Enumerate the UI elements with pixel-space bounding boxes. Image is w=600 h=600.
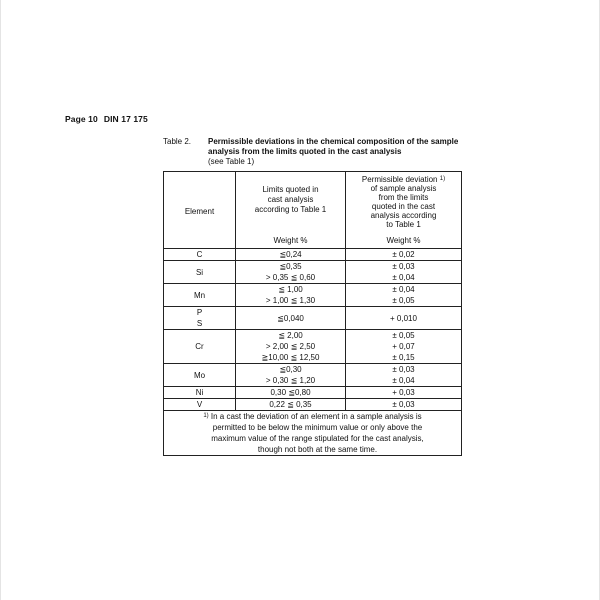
element-cell <box>164 364 236 387</box>
deviation-cell-value: + 0,03 <box>392 388 415 397</box>
header-limits-label: Limits quoted in cast analysis according to Table 1 <box>254 185 327 214</box>
header-deviation <box>346 172 462 249</box>
table-row <box>164 399 462 411</box>
deviation-cell-value: ± 0,05 <box>392 331 415 340</box>
element-cell-value: Cr <box>195 342 204 351</box>
table-header-row <box>164 172 462 249</box>
deviation-cell-value: ± 0,04 <box>392 376 415 385</box>
deviation-cell-value: ± 0,04 <box>392 273 415 282</box>
element-cell-value: Mo <box>193 370 206 380</box>
footnote-line: maximum value of the range stipulated for the cast analysis, <box>211 434 424 443</box>
limit-cell-value: > 2,00 ≦ 2,50 <box>265 342 316 351</box>
element-cell-value: C <box>196 250 203 259</box>
table-row <box>164 261 462 284</box>
limit-cell <box>236 330 346 364</box>
limit-cell-value: ≦ 1,00 <box>278 285 303 294</box>
deviation-cell <box>346 307 462 330</box>
table-number: Table 2. <box>163 137 192 146</box>
standard-code: DIN 17 175 <box>103 114 148 124</box>
element-cell <box>164 330 236 364</box>
limit-cell-value: ≧10,00 ≦ 12,50 <box>261 353 320 362</box>
deviation-cell-value: + 0,07 <box>392 342 415 351</box>
element-cell <box>164 249 236 261</box>
deviation-cell <box>346 387 462 399</box>
limit-cell-value: ≦0,30 <box>279 365 302 374</box>
deviation-table <box>163 171 462 456</box>
table-title: Permissible deviations in the chemical composition of the sample analysis from the limits quoted in the cast analysis <box>208 137 459 156</box>
limit-cell-value: 0,22 ≦ 0,35 <box>269 400 312 409</box>
footnote-number: 1) <box>203 413 209 419</box>
deviation-cell-value: ± 0,05 <box>392 296 415 305</box>
deviation-cell-value: ± 0,15 <box>392 353 415 362</box>
deviation-cell <box>346 364 462 387</box>
page-header <box>65 114 148 124</box>
header-element <box>164 172 236 249</box>
table-row <box>164 284 462 307</box>
header-element-label: Element <box>184 207 215 216</box>
table-row <box>164 387 462 399</box>
limit-cell-value: ≦0,24 <box>279 250 302 259</box>
deviation-cell <box>346 330 462 364</box>
limit-cell-value: > 0,35 ≦ 0,60 <box>265 273 316 282</box>
limit-cell <box>236 399 346 411</box>
deviation-cell-value: ± 0,04 <box>392 285 415 294</box>
element-cell <box>164 399 236 411</box>
limit-cell <box>236 249 346 261</box>
limit-cell-value: 0,30 ≦0,80 <box>270 388 311 397</box>
limit-cell <box>236 364 346 387</box>
element-cell-value: P <box>196 308 203 317</box>
deviation-cell-value: + 0,010 <box>390 313 417 323</box>
footnote-mark: 1) <box>439 176 446 182</box>
limit-cell <box>236 284 346 307</box>
footnote <box>164 411 462 456</box>
limit-cell <box>236 307 346 330</box>
footnote-line: though not both at the same time. <box>257 445 378 454</box>
element-cell-value: S <box>196 319 203 328</box>
header-deviation-unit: Weight % <box>386 236 421 245</box>
element-cell-value: V <box>196 400 203 409</box>
element-cell <box>164 307 236 330</box>
header-limits-unit: Weight % <box>273 236 308 245</box>
limit-cell-value: ≦0,35 <box>279 262 302 271</box>
element-cell <box>164 284 236 307</box>
element-cell-value: Si <box>195 267 204 277</box>
footnote-row <box>164 411 462 456</box>
footnote-line: permitted to be below the minimum value or only above the <box>212 423 423 432</box>
limit-cell-value: ≦ 2,00 <box>278 331 303 340</box>
table-row <box>164 364 462 387</box>
element-cell-value: Ni <box>195 388 204 397</box>
limit-cell-value: ≦0,040 <box>277 313 304 323</box>
limit-cell <box>236 387 346 399</box>
header-limits <box>236 172 346 249</box>
deviation-cell <box>346 249 462 261</box>
deviation-cell-value: ± 0,03 <box>392 400 415 409</box>
limit-cell-value: > 1,00 ≦ 1,30 <box>265 296 316 305</box>
element-cell <box>164 387 236 399</box>
element-cell <box>164 261 236 284</box>
deviation-cell-value: ± 0,03 <box>392 365 415 374</box>
element-cell-value: Mn <box>193 290 206 300</box>
footnote-line: In a cast the deviation of an element in a sample analysis is <box>210 412 422 421</box>
table-reference: (see Table 1) <box>208 157 255 166</box>
deviation-cell <box>346 284 462 307</box>
deviation-cell-value: ± 0,02 <box>392 250 415 259</box>
deviation-cell <box>346 261 462 284</box>
limit-cell-value: > 0,30 ≦ 1,20 <box>265 376 316 385</box>
table-row <box>164 249 462 261</box>
table-body <box>164 249 462 411</box>
header-deviation-label: Permissible deviation $^{1)}$ of sample analysis from the limits quoted in the cast analysis according to Table 1 <box>361 175 446 229</box>
deviation-cell-value: ± 0,03 <box>392 262 415 271</box>
table-row <box>164 307 462 330</box>
page-number: Page 10 <box>65 114 98 124</box>
deviation-cell <box>346 399 462 411</box>
table-row <box>164 330 462 364</box>
limit-cell <box>236 261 346 284</box>
